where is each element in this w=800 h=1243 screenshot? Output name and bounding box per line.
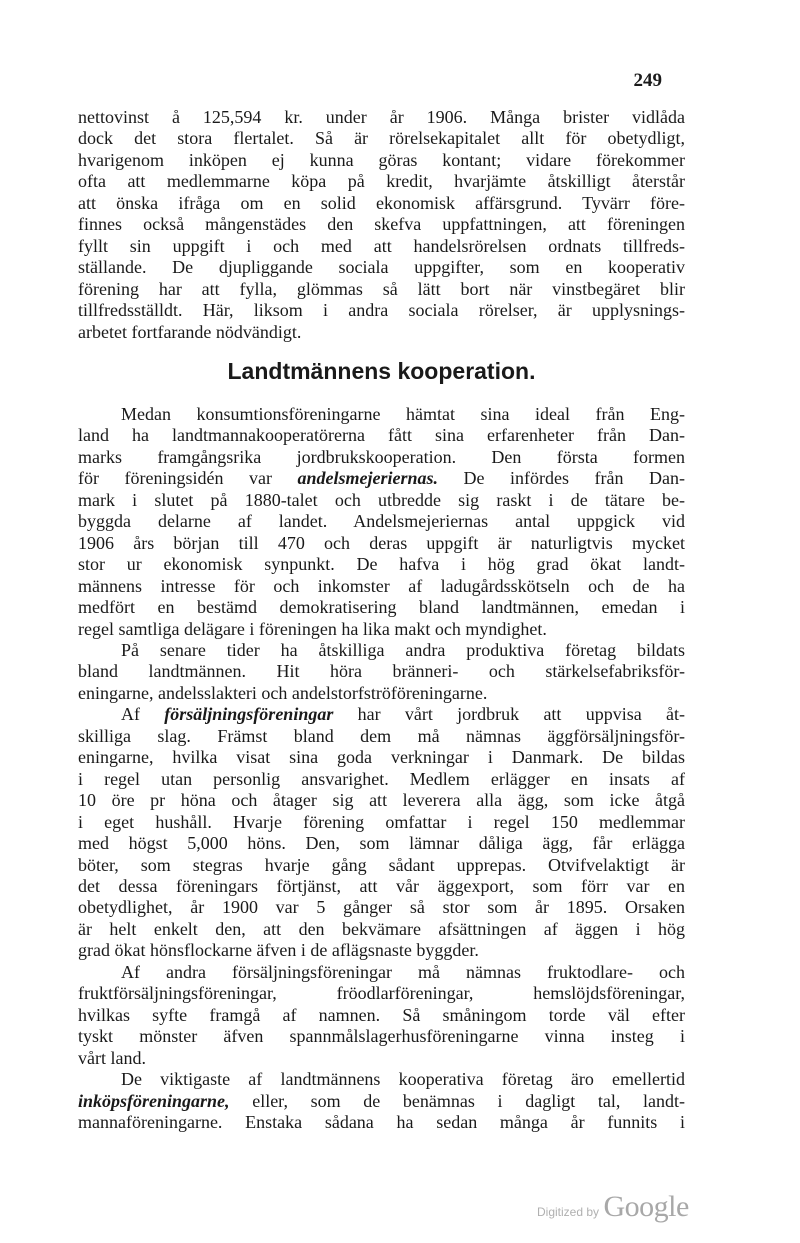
text-line: regel samtliga delägare i föreningen ha lika makt och myndighet. xyxy=(78,618,547,639)
text-line: i regel utan personlig ansvarighet. Medlem erlägger en insats af xyxy=(78,768,685,789)
text-line: männens intresse för och inkomster af ladugårdsskötseln och de ha xyxy=(78,575,685,596)
text-line: ställande. De djupliggande sociala uppgifter, som en kooperativ xyxy=(78,257,685,278)
text-line: 1906 års början till 470 och deras uppgift är naturligtvis mycket xyxy=(78,532,685,553)
text-line: med högst 5,000 höns. Den, som lämnar dåliga ägg, får erlägga xyxy=(78,833,685,854)
text-line: det dessa föreningars förtjänst, att vår äggexport, som förr var en xyxy=(78,875,685,896)
watermark-prefix: Digitized by xyxy=(537,1205,600,1219)
emphasis-inkopsforeningarne: inköpsföreningarne, xyxy=(78,1090,230,1111)
text-line xyxy=(78,704,685,725)
text-line: tyskt mönster äfven spannmålslagerhusföreningarne vinna insteg i xyxy=(78,1026,685,1047)
text-line: eningarne, andelsslakteri och andelstorfströföreningarne. xyxy=(78,682,488,703)
text-line: Af andra försäljningsföreningar må nämnas fruktodlare- och xyxy=(121,961,685,982)
text-line: förening har att fylla, glömmas så lätt bort när vinstbegäret blir xyxy=(78,278,685,299)
line-text: De infördes från Dan- xyxy=(438,468,686,489)
text-line: nettovinst å 125,594 kr. under år 1906. Många brister vidlåda xyxy=(78,107,685,127)
text-line: böter, som stegras hvarje gång sådant upprepas. Otvifvelaktigt är xyxy=(78,854,685,875)
text-line: obetydlighet, år 1900 var 5 gånger så stor som år 1895. Orsaken xyxy=(78,897,685,918)
text-line: stor ur ekonomisk synpunkt. De hafva i hög grad ökat landt- xyxy=(78,554,685,575)
text-line: tillfredsställdt. Här, liksom i andra sociala rörelser, är upplysnings- xyxy=(78,300,685,321)
text-line: finnes också mångenstädes den skefva uppfattningen, att föreningen xyxy=(78,214,685,235)
text-line: Medan konsumtionsföreningarne hämtat sina ideal från Eng- xyxy=(121,404,685,424)
text-line: arbetet fortfarande nödvändigt. xyxy=(78,321,302,342)
section-body xyxy=(78,404,685,1133)
text-line: land ha landtmannakooperatörerna fått sina erfarenheter från Dan- xyxy=(78,425,685,446)
line-text: eller, som de benämnas i dagligt tal, landt- xyxy=(229,1090,685,1111)
watermark-brand-logo: Google xyxy=(603,1190,689,1223)
text-line: fyllt sin uppgift i och med att handelsrörelsen ordnats tillfreds- xyxy=(78,235,685,256)
text-line: bland landtmännen. Hit höra bränneri- och stärkelsefabriksför- xyxy=(78,661,685,682)
line-text: Af xyxy=(121,704,165,725)
text-line: grad ökat hönsflockarne äfven i de aflägsnaste byggder. xyxy=(78,940,479,961)
text-line: marks framgångsrika jordbrukskooperation. Den första formen xyxy=(78,446,685,467)
text-line: dock det stora flertalet. Så är rörelsekapitalet allt för obetydligt, xyxy=(78,128,685,149)
text-line: är helt enkelt den, att den bekvämare afsättningen af äggen i hög xyxy=(78,918,685,939)
digitized-watermark xyxy=(537,1190,689,1224)
text-line: byggda delarne af landet. Andelsmejeriernas antal uppgick vid xyxy=(78,511,685,532)
section-heading: Landtmännens kooperation. xyxy=(227,358,536,384)
page-number: 249 xyxy=(633,70,662,91)
text-line: mannaföreningarne. Enstaka sådana ha sedan många år funnits i xyxy=(78,1111,685,1132)
paragraph-intro xyxy=(78,107,685,343)
text-line: ofta att medlemmarne köpa på kredit, hvarjämte åtskilligt återstår xyxy=(78,171,685,192)
text-line: hvilkas syfte framgå af namnen. Så småningom torde väl efter xyxy=(78,1004,685,1025)
emphasis-forsaljningsforeningar: försäljningsföreningar xyxy=(164,704,334,725)
text-line xyxy=(78,1091,685,1112)
text-line: eningarne, hvilka visat sina goda verkningar i Danmark. De bildas xyxy=(78,747,685,768)
text-line: i eget hushåll. Hvarje förening omfattar i regel 150 medlemmar xyxy=(78,811,685,832)
text-line: hvarigenom inköpen ej kunna göras kontant; vidare förekommer xyxy=(78,149,685,170)
text-line: att önska ifråga om en solid ekonomisk affärsgrund. Tyvärr före- xyxy=(78,192,685,213)
text-line: fruktförsäljningsföreningar, fröodlarföreningar, hemslöjdsföreningar, xyxy=(78,983,685,1004)
text-line: vårt land. xyxy=(78,1047,146,1068)
text-line: De viktigaste af landtmännens kooperativa företag äro emellertid xyxy=(121,1069,685,1090)
line-text: för föreningsidén var xyxy=(78,468,298,489)
text-line: medfört en bestämd demokratisering bland landtmännen, emedan i xyxy=(78,597,685,618)
text-line xyxy=(78,468,685,489)
line-text: har vårt jordbruk att uppvisa åt- xyxy=(333,704,685,725)
text-line: 10 öre pr höna och åtager sig att leverera alla ägg, som icke åtgå xyxy=(78,790,685,811)
text-line: mark i slutet på 1880-talet och utbredde sig raskt i de tätare be- xyxy=(78,489,685,510)
emphasis-andelsmejeriernas: andelsmejeriernas. xyxy=(297,468,439,489)
text-line: På senare tider ha åtskilliga andra produktiva företag bildats xyxy=(121,639,685,660)
text-line: skilliga slag. Främst bland dem må nämnas äggförsäljningsför- xyxy=(78,725,685,746)
